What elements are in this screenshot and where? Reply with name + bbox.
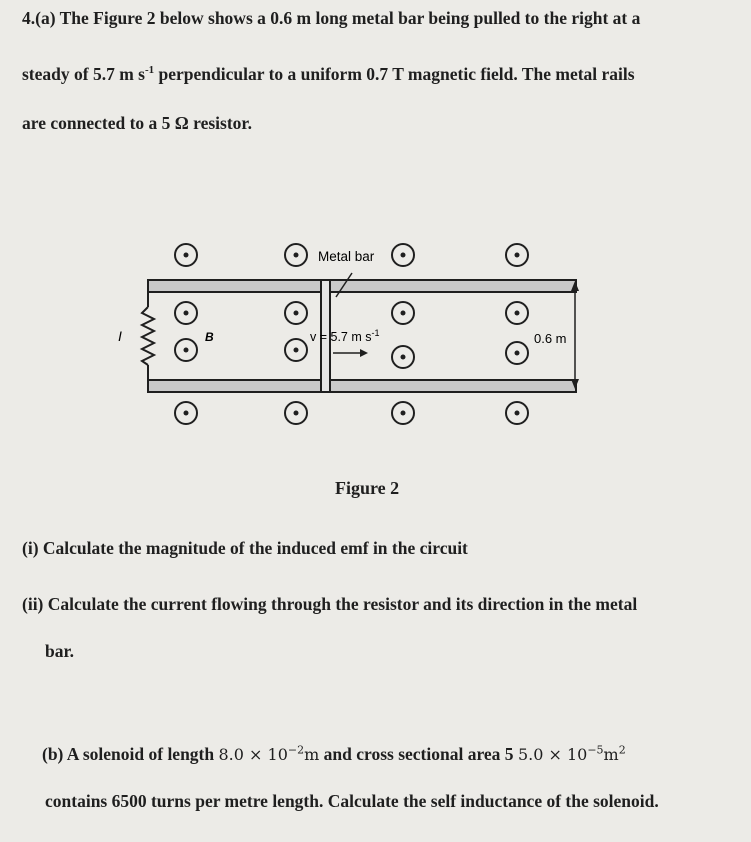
bottom-rail xyxy=(148,380,576,392)
solenoid-length: $8.0 \times 10^{-2}m$ xyxy=(218,743,320,764)
metal-bar-label: Metal bar xyxy=(318,249,375,264)
question-number: 4.(a) xyxy=(22,8,56,28)
question-b-text-a: (b) A solenoid of length xyxy=(42,744,219,764)
question-b-text-b: and cross sectional area 5 xyxy=(319,744,518,764)
velocity-label: v = 5.7 m $s^{-1}$ xyxy=(310,328,380,344)
figure-2 xyxy=(0,225,751,465)
question-ii-line-2: bar. xyxy=(45,641,75,661)
question-4a-line-1 xyxy=(22,8,640,29)
solenoid-area: $5.0 \times 10^{-5}m^2$ xyxy=(517,743,626,764)
current-label: I xyxy=(118,328,122,344)
figure-2-diagram xyxy=(0,225,751,465)
velocity-arrowhead-icon xyxy=(360,349,368,357)
question-4a-line-2 xyxy=(22,64,635,85)
question-4a-text-3: are connected to a 5 Ω resistor. xyxy=(22,113,252,133)
field-label: B xyxy=(205,330,214,344)
question-b-line-1 xyxy=(42,744,626,765)
question-4a-text-2b: perpendicular to a uniform 0.7 T magnetic field. The metal rails xyxy=(154,64,635,84)
question-ii-line-1: (ii) Calculate the current flowing through the resistor and its direction in the metal xyxy=(22,594,638,614)
question-i: (i) Calculate the magnitude of the induced emf in the circuit xyxy=(22,538,468,558)
question-4a-text-1: The Figure 2 below shows a 0.6 m long metal bar being pulled to the right at a xyxy=(59,8,641,28)
question-4a-text-2a: steady of 5.7 m s xyxy=(22,64,145,84)
figure-caption: Figure 2 xyxy=(335,478,400,498)
question-b-line-2: contains 6500 turns per metre length. Calculate the self inductance of the solenoid. xyxy=(45,791,659,811)
question-4a-line-3 xyxy=(22,113,252,134)
top-rail xyxy=(148,280,576,292)
length-label: 0.6 m xyxy=(534,331,567,346)
unit-exponent: -1 xyxy=(144,64,155,77)
resistor-icon xyxy=(142,307,154,365)
